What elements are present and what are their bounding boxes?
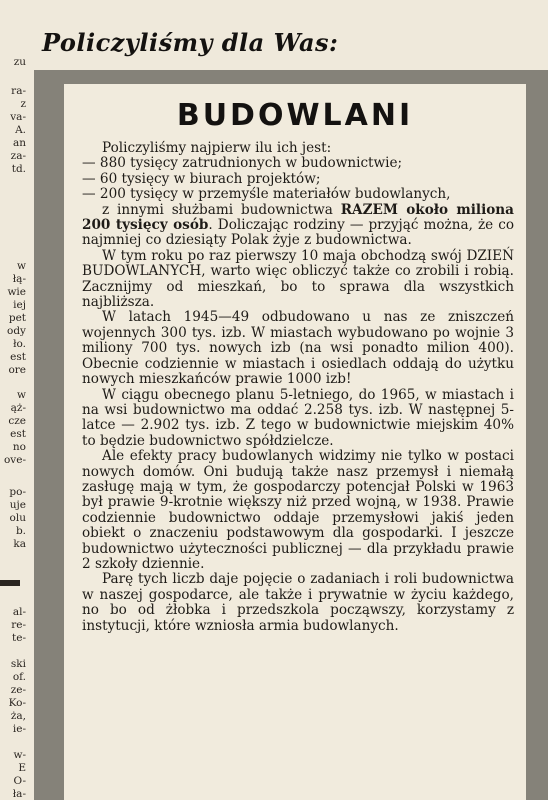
fragment: ove- xyxy=(3,454,26,466)
fragment: ie- xyxy=(12,723,26,735)
article-paragraph: — 880 tysięcy zatrudnionych w budownictwie; xyxy=(82,155,403,172)
article-paragraph: W tym roku po raz pierwszy 10 maja obchodzą swój DZIEŃ BUDOWLANYCH, warto więc obliczyć także co zrobili i robią. Zacznijmy od mieszkań, bo to sprawa dla wszystkich najbliższa. xyxy=(82,247,514,311)
fragment: no xyxy=(12,441,26,453)
fragment: Ko- xyxy=(8,697,26,709)
fragment: pet xyxy=(8,312,26,324)
fragment: va- xyxy=(10,111,26,123)
fragment: w xyxy=(17,260,26,272)
article-paragraph xyxy=(82,203,514,249)
paragraph-bold-text: RAZEM około miliona 200 tysięcy osób xyxy=(82,201,514,234)
article-paragraph: W latach 1945—49 odbudowano u nas ze zniszczeń wojennych 300 tys. izb. W miastach wybudowano po wojnie 3 miliony 700 tys. nowych izb (na wsi ponadto milion 400). Obecnie codziennie w miastach i osiedlach oddają do użytku nowych mieszkańców prawie 1000 izb! xyxy=(82,309,514,388)
fragment: z xyxy=(20,98,26,110)
fragment: uje xyxy=(9,499,26,511)
article-paragraph: Parę tych liczb daje pojęcie o zadaniach i roli budownictwa w naszej gospodarce, ale także i prywatnie w życiu każdego, no bo od żłobka i przedszkola począwszy, korzystamy z instytucji, które wzniosła armia budowlanych. xyxy=(82,571,514,634)
article-paragraph: — 60 tysięcy w biurach projektów; xyxy=(82,170,321,187)
fragment: ka xyxy=(13,538,26,550)
fragment: re- xyxy=(11,619,26,631)
article-paragraph: Ale efekty pracy budowlanych widzimy nie tylko w postaci nowych domów. Oni budują także nasz przemysł i niemałą zasługę mają w tym, że gospodarczy potencjał Polski w 1963 był prawie 9-krotnie większy niż przed wojną, w 1938. Prawie codziennie budownictwo oddaje przemysłowi jakiś jeden obiekt o znaczeniu podstawowym dla gospodarki. I jeszcze budownictwo użyteczności publicznej — dla przykładu prawie 2 szkoły dziennie. xyxy=(82,448,514,572)
fragment: ąż- xyxy=(10,402,26,414)
fragment: za- xyxy=(10,150,26,162)
article-title: BUDOWLANI xyxy=(176,98,414,133)
fragment: ore xyxy=(8,364,26,376)
fragment: w xyxy=(17,389,26,401)
fragment: ski xyxy=(10,658,26,670)
article-paragraph: W ciągu obecnego planu 5-letniego, do 1965, w miastach i na wsi budownictwo ma oddać 2.258 tys. izb. W następnej 5-latce — 2.902 tys. izb. Z tego w budownictwie miejskim 40% to będzie budownictwo spółdzielcze. xyxy=(82,386,514,449)
fragment: cze xyxy=(8,415,26,427)
fragment: E xyxy=(18,762,26,774)
fragment: po- xyxy=(9,486,26,498)
fragment: est xyxy=(10,428,26,440)
fragment: w- xyxy=(13,749,26,761)
fragment: wie xyxy=(7,286,26,298)
paragraph-text: . Doliczając rodziny — przyjąć można, że co najmniej co dziesiąty Polak żyje z budownictwa. xyxy=(82,217,515,249)
fragment: ło. xyxy=(13,338,26,350)
fragment: of. xyxy=(12,671,26,683)
adjacent-column-fragments xyxy=(0,52,30,800)
fragment: olu xyxy=(9,512,26,524)
column-separator-rule xyxy=(0,580,20,586)
page-header: Policzyliśmy dla Was: xyxy=(42,28,339,57)
fragment: al- xyxy=(12,606,26,618)
article-box xyxy=(64,84,526,800)
fragment: ody xyxy=(7,325,26,337)
fragment: ze- xyxy=(10,684,26,696)
fragment: O- xyxy=(13,775,26,787)
article-paragraph: — 200 tysięcy w przemyśle materiałów budowlanych, xyxy=(82,186,451,203)
fragment: ra- xyxy=(11,85,26,97)
article-body xyxy=(82,141,514,634)
fragment: iej xyxy=(13,299,26,311)
paragraph-text: z innymi służbami budownictwa xyxy=(102,201,341,218)
fragment: zu xyxy=(13,56,26,68)
fragment: an xyxy=(12,137,26,149)
fragment: td. xyxy=(11,163,26,175)
fragment: b. xyxy=(15,525,26,537)
fragment: ża, xyxy=(10,710,26,722)
fragment: ła- xyxy=(12,788,26,800)
fragment: te- xyxy=(12,632,26,644)
fragment: A. xyxy=(15,124,26,136)
fragment: łą- xyxy=(12,273,26,285)
fragment: est xyxy=(10,351,26,363)
article-paragraph: Policzyliśmy najpierw ilu ich jest: xyxy=(102,140,332,156)
